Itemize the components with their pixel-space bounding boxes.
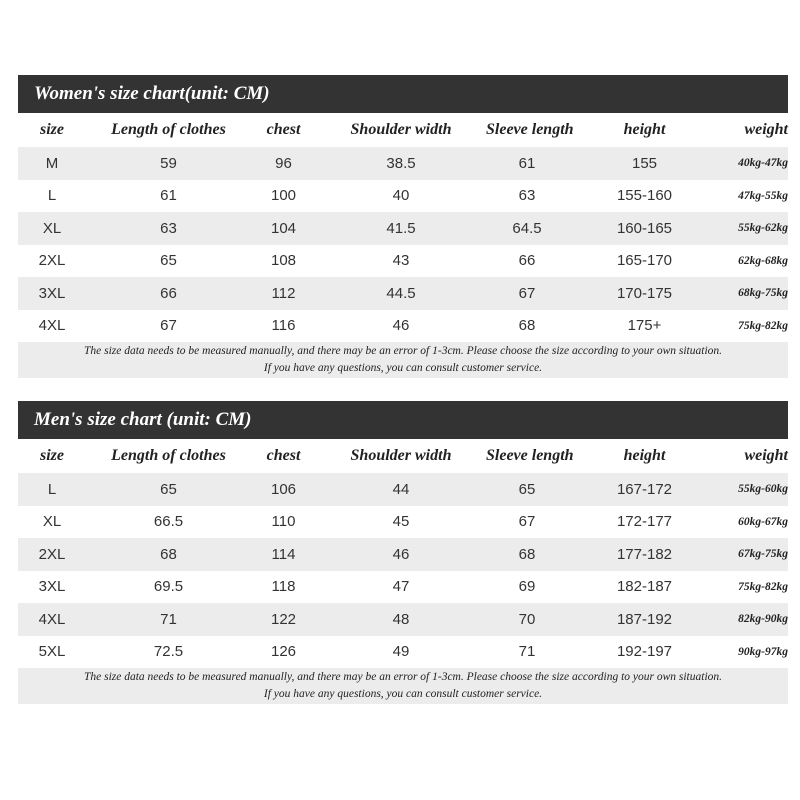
cell-shoulder: 44.5 (386, 284, 416, 302)
cell-sleeve: 68 (518, 317, 536, 335)
cell-length: 63 (160, 219, 177, 237)
cell-height: 155 (631, 154, 658, 172)
cell-chest: 106 (270, 480, 297, 498)
cell-shoulder: 46 (392, 545, 410, 563)
header-weight: weight (744, 121, 788, 138)
cell-weight: 40kg-47kg (738, 157, 788, 170)
cell-height: 187-192 (616, 610, 673, 628)
cell-length: 61 (160, 187, 177, 205)
cell-shoulder: 41.5 (386, 219, 416, 237)
women-chart-title: Women's size chart(unit: CM) (18, 75, 788, 113)
women-header-row (18, 113, 788, 147)
cell-sleeve: 67 (518, 513, 536, 531)
table-row (18, 147, 788, 180)
table-row (18, 538, 788, 571)
cell-shoulder: 46 (392, 317, 410, 335)
cell-size: L (47, 480, 57, 498)
cell-length: 67 (160, 317, 177, 335)
cell-weight: 75kg-82kg (738, 580, 788, 593)
cell-length: 69.5 (153, 578, 184, 596)
cell-chest: 114 (271, 545, 296, 563)
cell-chest: 112 (271, 284, 296, 302)
cell-height: 182-187 (616, 578, 673, 596)
cell-sleeve: 70 (518, 610, 536, 628)
men-chart-title: Men's size chart (unit: CM) (18, 401, 788, 439)
cell-shoulder: 38.5 (386, 154, 416, 172)
cell-size: 4XL (38, 610, 66, 628)
note-line-2: If you have any questions, you can consult customer service. (263, 688, 543, 700)
cell-height: 160-165 (616, 219, 673, 237)
cell-shoulder: 47 (392, 578, 410, 596)
cell-weight: 55kg-60kg (738, 483, 788, 496)
table-row (18, 245, 788, 278)
women-note (18, 342, 788, 378)
cell-weight: 68kg-75kg (738, 287, 788, 300)
header-weight: weight (744, 447, 788, 464)
table-row (18, 212, 788, 245)
header-length: Length of clothes (111, 447, 226, 464)
men-size-chart (18, 401, 788, 704)
cell-height: 192-197 (616, 643, 673, 661)
header-size: size (40, 447, 64, 464)
men-header-row (18, 439, 788, 473)
header-sleeve: Sleeve length (486, 447, 574, 464)
cell-size: 2XL (38, 252, 66, 270)
cell-sleeve: 61 (518, 154, 536, 172)
table-row (18, 603, 788, 636)
cell-size: 3XL (38, 578, 66, 596)
women-size-chart (18, 75, 788, 378)
cell-weight: 67kg-75kg (738, 548, 788, 561)
cell-shoulder: 40 (392, 187, 410, 205)
cell-height: 155-160 (616, 187, 673, 205)
header-chest: chest (266, 121, 301, 138)
cell-height: 165-170 (616, 252, 673, 270)
cell-chest: 110 (271, 513, 296, 531)
cell-height: 172-177 (616, 513, 673, 531)
cell-size: XL (42, 513, 62, 531)
cell-sleeve: 63 (518, 187, 536, 205)
cell-sleeve: 69 (518, 578, 536, 596)
cell-shoulder: 48 (392, 610, 410, 628)
header-shoulder: Shoulder width (350, 447, 452, 464)
cell-chest: 126 (270, 643, 297, 661)
table-row (18, 571, 788, 604)
cell-weight: 62kg-68kg (738, 254, 788, 267)
cell-size: 5XL (38, 643, 66, 661)
cell-chest: 96 (275, 154, 292, 172)
cell-weight: 82kg-90kg (738, 613, 788, 626)
cell-weight: 60kg-67kg (738, 515, 788, 528)
cell-chest: 122 (270, 610, 297, 628)
cell-size: L (47, 187, 57, 205)
cell-chest: 108 (270, 252, 297, 270)
cell-length: 66 (160, 284, 177, 302)
note-line-2: If you have any questions, you can consult customer service. (263, 362, 543, 374)
cell-size: 4XL (38, 317, 66, 335)
cell-sleeve: 67 (518, 284, 536, 302)
header-height: height (623, 447, 666, 464)
cell-shoulder: 45 (392, 513, 410, 531)
header-sleeve: Sleeve length (486, 121, 574, 138)
header-length: Length of clothes (111, 121, 226, 138)
cell-length: 68 (160, 545, 177, 563)
cell-sleeve: 66 (518, 252, 536, 270)
table-row (18, 473, 788, 506)
cell-length: 65 (160, 480, 177, 498)
cell-height: 177-182 (616, 545, 673, 563)
cell-size: M (45, 154, 59, 172)
cell-weight: 75kg-82kg (738, 319, 788, 332)
header-height: height (623, 121, 666, 138)
table-row (18, 180, 788, 213)
table-row (18, 506, 788, 539)
table-row (18, 310, 788, 343)
cell-sleeve: 64.5 (512, 219, 542, 237)
cell-length: 72.5 (153, 643, 184, 661)
cell-chest: 118 (271, 578, 296, 596)
cell-weight: 90kg-97kg (738, 645, 788, 658)
cell-shoulder: 49 (392, 643, 410, 661)
note-line-1: The size data needs to be measured manually, and there may be an error of 1-3cm. Please choose the size according to your own situation. (83, 345, 723, 357)
cell-height: 167-172 (616, 480, 673, 498)
cell-length: 66.5 (153, 513, 184, 531)
cell-chest: 116 (271, 317, 296, 335)
cell-length: 65 (160, 252, 177, 270)
cell-sleeve: 71 (518, 643, 536, 661)
header-shoulder: Shoulder width (350, 121, 452, 138)
cell-size: 2XL (38, 545, 66, 563)
cell-size: XL (42, 219, 62, 237)
table-row (18, 636, 788, 669)
cell-height: 175+ (627, 317, 662, 335)
cell-chest: 100 (270, 187, 297, 205)
cell-sleeve: 65 (518, 480, 536, 498)
note-line-1: The size data needs to be measured manually, and there may be an error of 1-3cm. Please choose the size according to your own situation. (83, 671, 723, 683)
men-note (18, 668, 788, 704)
cell-weight: 47kg-55kg (738, 189, 788, 202)
table-row (18, 277, 788, 310)
cell-weight: 55kg-62kg (738, 222, 788, 235)
header-size: size (40, 121, 64, 138)
cell-shoulder: 43 (392, 252, 410, 270)
cell-height: 170-175 (616, 284, 673, 302)
cell-chest: 104 (270, 219, 297, 237)
header-chest: chest (266, 447, 301, 464)
cell-shoulder: 44 (392, 480, 410, 498)
cell-length: 59 (160, 154, 177, 172)
cell-size: 3XL (38, 284, 66, 302)
cell-sleeve: 68 (518, 545, 536, 563)
cell-length: 71 (160, 610, 177, 628)
